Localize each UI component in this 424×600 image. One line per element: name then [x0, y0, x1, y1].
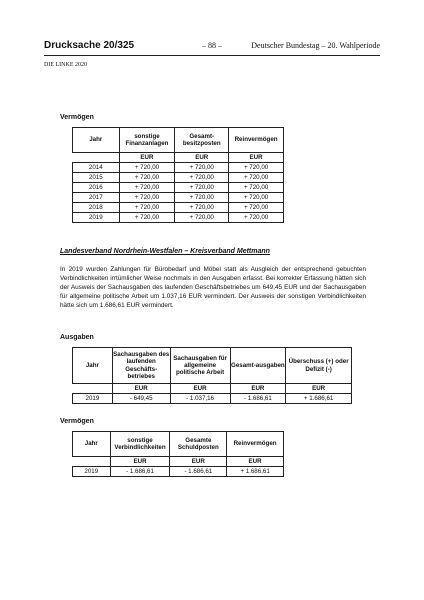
header-cell: Reinvermögen	[229, 128, 284, 153]
value-cell: + 720,00	[229, 213, 284, 223]
unit-cell: EUR	[170, 457, 227, 467]
kreisverband-heading: Landesverband Nordrhein-Westfalen – Kreisverband Mettmann	[60, 248, 270, 255]
table-row	[73, 183, 284, 193]
header-cell: Überschuss (+) oder Defizit (-)	[286, 348, 352, 384]
blank-cell	[73, 384, 113, 394]
year-cell: 2014	[73, 163, 120, 173]
unit-cell: EUR	[229, 153, 284, 163]
header-cell: Jahr	[73, 432, 111, 457]
value-cell: + 1.686,61	[227, 467, 284, 477]
table-row	[73, 203, 284, 213]
table-row	[73, 213, 284, 223]
value-cell: + 720,00	[229, 183, 284, 193]
explanation-paragraph: In 2019 wurden Zahlungen für Bürobedarf und Möbel statt als Ausgleich der entsprechend gebuchten Verbindlichkeiten irrtümlicher Weise nochmals in den Ausgaben erfasst. Bei korrekter Erfassung hätten sich der Ausweis der Sachausgaben des laufenden Geschäftsbetriebes um 649,45 EUR und der Sachausgaben für allgemeine politische Arbeit um 1.037,16 EUR vermindert. Der Ausweis der sonstigen Verbindlichkeiten hätte sich um 1.686,61 EUR vermindert.	[60, 266, 366, 309]
value-cell: + 720,00	[119, 203, 175, 213]
header-rule	[44, 55, 380, 56]
value-cell: + 720,00	[175, 163, 229, 173]
year-cell: 2019	[73, 394, 113, 404]
table-header-row	[73, 128, 284, 153]
value-cell: - 1.686,61	[170, 467, 227, 477]
section1-title: Vermögen	[60, 114, 94, 121]
value-cell: + 720,00	[175, 213, 229, 223]
value-cell: + 720,00	[229, 193, 284, 203]
year-cell: 2018	[73, 203, 120, 213]
header-cell: Gesamte Schuldposten	[170, 432, 227, 457]
table-header-row	[73, 432, 284, 457]
vermoegen-table-1	[72, 127, 284, 223]
unit-cell: EUR	[286, 384, 352, 394]
party-label: DIE LINKE 2020	[44, 62, 87, 68]
table-row	[73, 193, 284, 203]
value-cell: + 720,00	[175, 173, 229, 183]
value-cell: + 720,00	[119, 213, 175, 223]
header-cell: Jahr	[73, 348, 113, 384]
year-cell: 2019	[73, 213, 120, 223]
ausgaben-table	[72, 347, 352, 404]
year-cell: 2016	[73, 183, 120, 193]
year-cell: 2015	[73, 173, 120, 183]
value-cell: + 720,00	[175, 203, 229, 213]
table-row	[73, 163, 284, 173]
header-cell: Sachausgaben des laufenden Geschäfts-betriebes	[112, 348, 170, 384]
year-cell: 2017	[73, 193, 120, 203]
ausgaben-title: Ausgaben	[60, 334, 94, 341]
unit-cell: EUR	[110, 457, 170, 467]
value-cell: - 1.686,61	[110, 467, 170, 477]
header-cell: Sachausgaben für allgemeine politische Arbeit	[170, 348, 230, 384]
unit-cell: EUR	[227, 457, 284, 467]
unit-cell: EUR	[112, 384, 170, 394]
vermoegen-table-2	[72, 431, 284, 477]
value-cell: - 649,45	[112, 394, 170, 404]
value-cell: + 720,00	[119, 193, 175, 203]
header-cell: Gesamt-ausgaben	[230, 348, 286, 384]
bundestag-period: Deutscher Bundestag – 20. Wahlperiode	[251, 41, 380, 50]
value-cell: + 720,00	[175, 183, 229, 193]
value-cell: + 720,00	[229, 163, 284, 173]
header-cell: Gesamt-besitzposten	[175, 128, 229, 153]
unit-cell: EUR	[170, 384, 230, 394]
page-number: – 88 –	[202, 41, 222, 50]
table-row	[73, 394, 352, 404]
unit-cell: EUR	[119, 153, 175, 163]
vermoegen-title-2: Vermögen	[60, 418, 94, 425]
value-cell: + 1.686,61	[286, 394, 352, 404]
value-cell: - 1.686,61	[230, 394, 286, 404]
value-cell: + 720,00	[229, 173, 284, 183]
table-row	[73, 173, 284, 183]
value-cell: + 720,00	[119, 173, 175, 183]
header-cell: Jahr	[73, 128, 120, 153]
drucksache-number: Drucksache 20/325	[44, 40, 135, 51]
unit-cell: EUR	[175, 153, 229, 163]
value-cell: - 1.037,16	[170, 394, 230, 404]
header-cell: Reinvermögen	[227, 432, 284, 457]
unit-row	[73, 153, 284, 163]
blank-cell	[73, 153, 120, 163]
table-row	[73, 467, 284, 477]
table-header-row	[73, 348, 352, 384]
value-cell: + 720,00	[119, 163, 175, 173]
header-cell: sonstige Verbindlichkeiten	[110, 432, 170, 457]
unit-row	[73, 457, 284, 467]
value-cell: + 720,00	[175, 193, 229, 203]
year-cell: 2019	[73, 467, 111, 477]
unit-cell: EUR	[230, 384, 286, 394]
header-cell: sonstige Finanzanlagen	[119, 128, 175, 153]
page-header	[44, 40, 380, 54]
unit-row	[73, 384, 352, 394]
value-cell: + 720,00	[229, 203, 284, 213]
blank-cell	[73, 457, 111, 467]
value-cell: + 720,00	[119, 183, 175, 193]
